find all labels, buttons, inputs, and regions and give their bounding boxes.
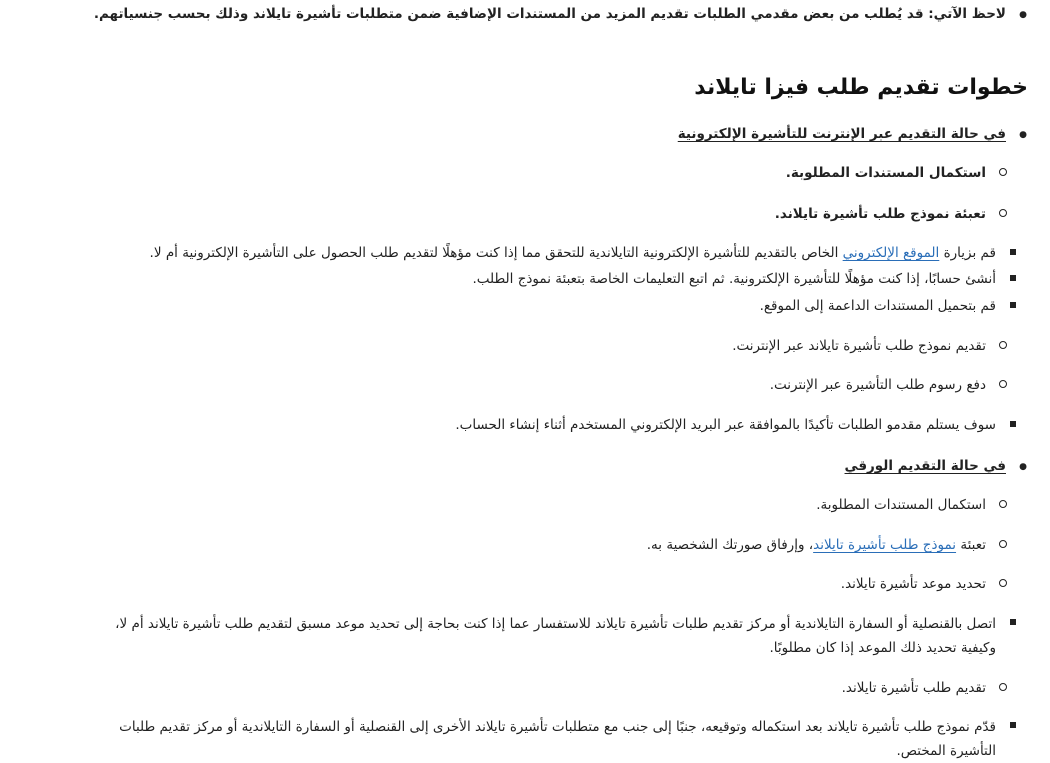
online-step-1-text: استكمال المستندات المطلوبة. — [785, 165, 986, 181]
visa-form-link[interactable]: نموذج طلب تأشيرة تايلاند — [813, 537, 957, 553]
paper-step-2-text — [647, 534, 986, 556]
bullet-circle-icon — [996, 677, 1010, 699]
paper-sub-2 — [0, 715, 1050, 763]
bullet-square-icon — [1006, 414, 1020, 436]
bullet-circle-icon — [996, 162, 1010, 184]
bullet-disc-icon — [1016, 123, 1030, 146]
section-heading: خطوات تقديم طلب فيزا تايلاند — [694, 75, 1028, 100]
online-title: في حالة التقديم عبر الإنترنت للتأشيرة الإلكترونية — [677, 126, 1006, 142]
paper-step-2 — [0, 534, 1050, 556]
bullet-square-icon — [1006, 612, 1020, 634]
online-step-3 — [0, 335, 1050, 357]
online-sub-4-text: سوف يستلم مقدمو الطلبات تأكيدًا بالموافقة عبر البريد الإلكتروني المستخدم أثناء إنشاء الحساب. — [455, 417, 996, 433]
online-title-item — [0, 123, 1050, 146]
bullet-circle-icon — [996, 534, 1010, 556]
paper-title: في حالة التقديم الورقي — [844, 458, 1006, 474]
paper-step-3 — [0, 573, 1050, 595]
bullet-circle-icon — [996, 573, 1010, 595]
online-step-4 — [0, 374, 1050, 396]
paper-sub-1-text: اتصل بالقنصلية أو السفارة التايلاندية أو مركز تقديم طلبات تأشيرة تايلاند للاستفسار عما إذا كنت بحاجة إلى تحديد موعد مسبق لتقديم طلب تأشيرة تايلاند أم لا، وكيفية تحديد ذلك الموعد إذا كان مطلوبًا. — [115, 616, 996, 656]
bullet-circle-icon — [996, 374, 1010, 396]
paper-title-item — [0, 455, 1050, 478]
bullet-circle-icon — [996, 494, 1010, 516]
bullet-square-icon — [1006, 715, 1020, 737]
online-sub-2 — [0, 268, 1050, 290]
paper-sub-1 — [0, 612, 1050, 660]
paper-step-3-text: تحديد موعد تأشيرة تايلاند. — [840, 576, 986, 592]
online-step-4-text: دفع رسوم طلب التأشيرة عبر الإنترنت. — [769, 377, 986, 393]
online-step-2 — [0, 203, 1050, 225]
online-step-1 — [0, 162, 1050, 184]
paper-step-2-pre: تعبئة — [956, 537, 986, 553]
paper-step-1-text: استكمال المستندات المطلوبة. — [816, 497, 986, 513]
online-sub-3 — [0, 295, 1050, 317]
online-sub-4 — [0, 414, 1050, 436]
paper-step-1 — [0, 494, 1050, 516]
online-sub-1-post: الخاص بالتقديم للتأشيرة الإلكترونية التايلاندية للتحقق مما إذا كنت مؤهلًا لتقديم طلب الحصول على التأشيرة الإلكترونية أم لا. — [149, 245, 843, 261]
bullet-disc-icon — [1016, 455, 1030, 478]
paper-step-2-post: ، وإرفاق صورتك الشخصية به. — [646, 537, 814, 553]
online-step-3-text: تقديم نموذج طلب تأشيرة تايلاند عبر الإنترنت. — [732, 338, 986, 354]
note-item — [0, 3, 1050, 26]
bullet-disc-icon — [1016, 3, 1030, 26]
bullet-circle-icon — [996, 335, 1010, 357]
evisa-website-link[interactable]: الموقع الإلكتروني — [842, 245, 940, 261]
bullet-square-icon — [1006, 242, 1020, 264]
paper-step-4 — [0, 677, 1050, 699]
paper-sub-2-text: قدّم نموذج طلب تأشيرة تايلاند بعد استكماله وتوقيعه، جنبًا إلى جنب مع متطلبات تأشيرة تايلاند الأخرى إلى القنصلية أو السفارة التايلاندية أو مركز تقديم طلبات التأشيرة المختص. — [119, 719, 996, 759]
paper-step-4-text: تقديم طلب تأشيرة تايلاند. — [841, 680, 986, 696]
online-step-2-text: تعبئة نموذج طلب تأشيرة تايلاند. — [774, 206, 986, 222]
online-sub-2-text: أنشئ حسابًا، إذا كنت مؤهلًا للتأشيرة الإلكترونية. ثم اتبع التعليمات الخاصة بتعبئة نموذج الطلب. — [472, 271, 996, 287]
online-sub-1-pre: قم بزيارة — [939, 245, 996, 261]
note-text: لاحظ الآتي: قد يُطلب من بعض مقدمي الطلبات تقديم المزيد من المستندات الإضافية ضمن متطلبات تأشيرة تايلاند وذلك بحسب جنسياتهم. — [93, 6, 1006, 22]
online-sub-3-text: قم بتحميل المستندات الداعمة إلى الموقع. — [759, 298, 996, 314]
online-sub-1-text — [150, 242, 996, 264]
online-sub-1 — [0, 242, 1050, 264]
bullet-square-icon — [1006, 295, 1020, 317]
bullet-square-icon — [1006, 268, 1020, 290]
bullet-circle-icon — [996, 203, 1010, 225]
